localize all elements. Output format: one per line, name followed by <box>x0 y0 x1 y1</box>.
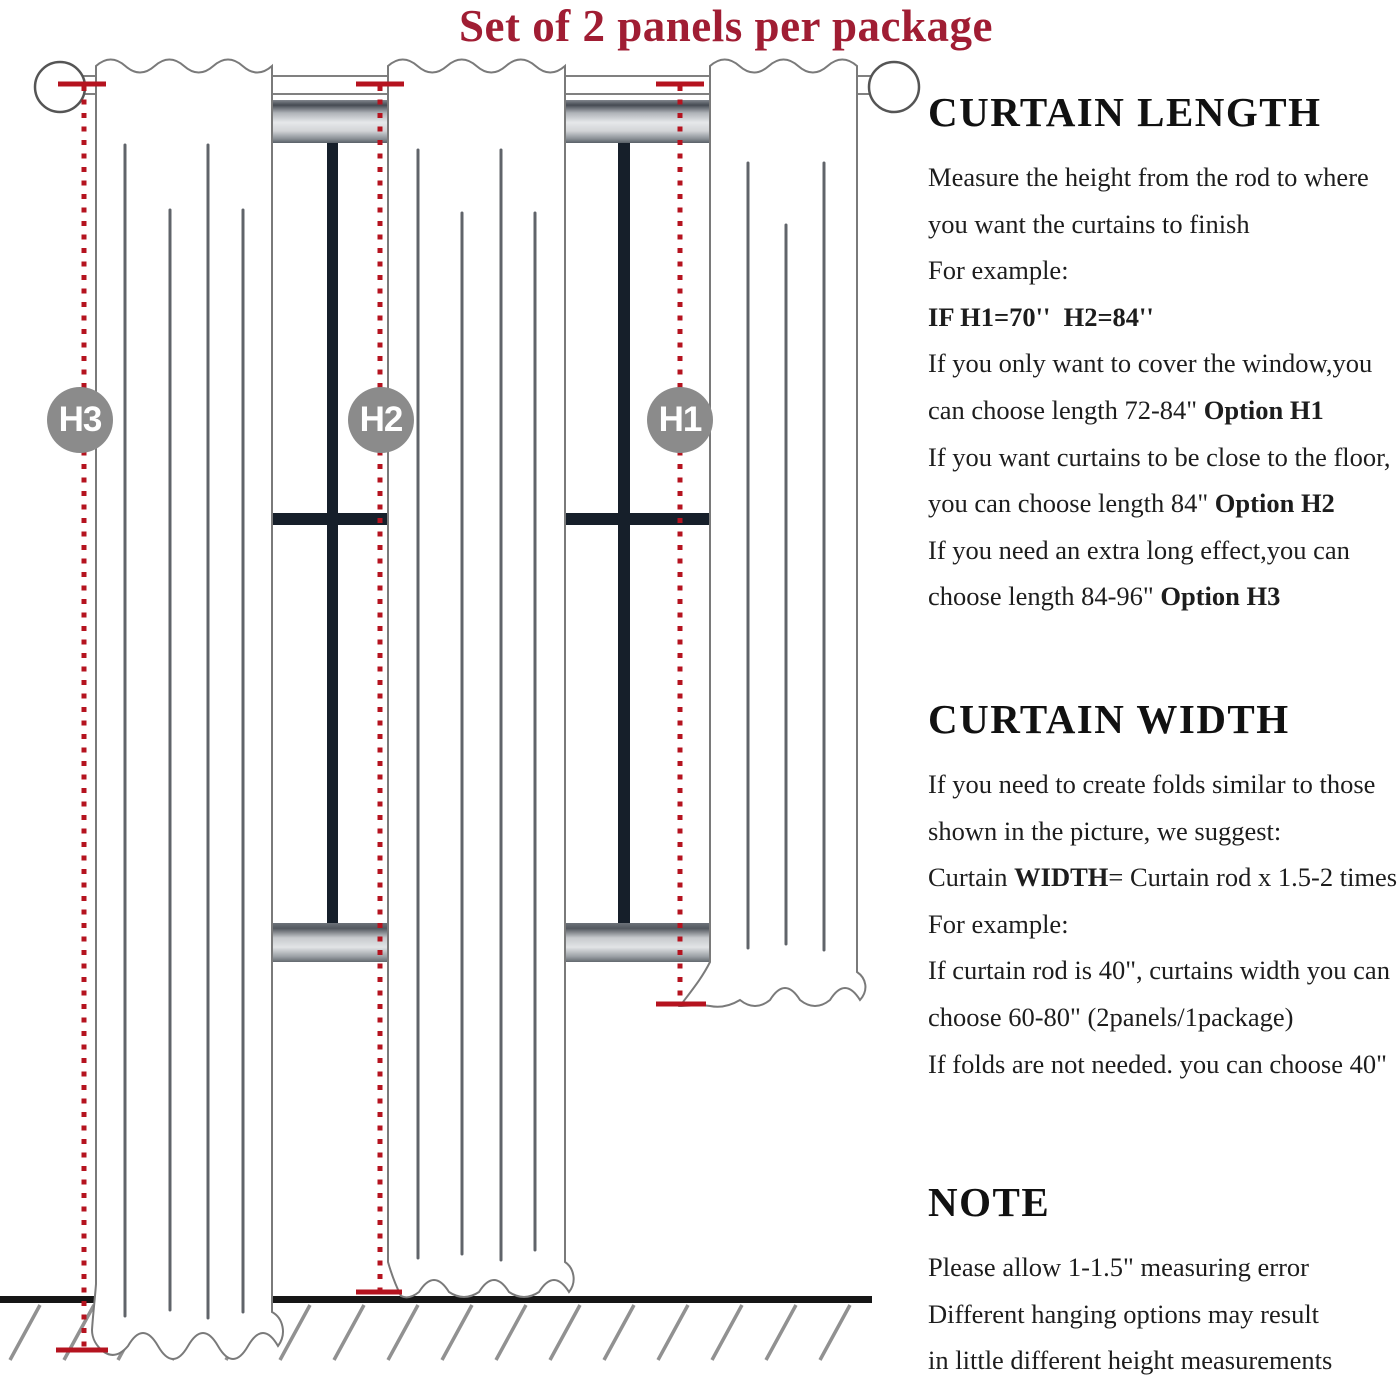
label-h2: H2 <box>348 387 414 453</box>
text-line: If curtain rod is 40", curtains width you can <box>928 955 1390 986</box>
curtain-panel-h2 <box>388 60 574 1298</box>
window-mullion-right <box>618 143 630 923</box>
text-line: in little different height measurements <box>928 1345 1333 1376</box>
text-line: If folds are not needed. you can choose 40" <box>928 1048 1387 1079</box>
section-heading: NOTE <box>928 1179 1051 1226</box>
text-line: choose 60-80" (2panels/1package) <box>928 1001 1294 1032</box>
text-line: For example: <box>928 908 1069 939</box>
text-line: you want the curtains to finish <box>928 208 1250 239</box>
label-h1: H1 <box>647 387 713 453</box>
text-line: If you only want to cover the window,you <box>928 348 1373 379</box>
text-line: IF H1=70'' H2=84'' <box>928 301 1154 332</box>
text-line: If you need to create folds similar to those <box>928 768 1376 799</box>
text-line: choose length 84-96" Option H3 <box>928 581 1281 612</box>
window-mullion-left <box>327 143 338 923</box>
section-heading: CURTAIN LENGTH <box>928 89 1322 135</box>
curtain-panel-h3 <box>92 60 283 1360</box>
text-column <box>928 84 1399 1382</box>
text-line: Curtain WIDTH= Curtain rod x 1.5-2 times <box>928 862 1398 893</box>
rod-finial-right <box>869 62 919 112</box>
section-heading: CURTAIN WIDTH <box>928 695 1290 742</box>
label-h3: H3 <box>47 387 113 453</box>
text-line: Please allow 1-1.5" measuring error <box>928 1252 1309 1283</box>
text-line: shown in the picture, we suggest: <box>928 815 1282 846</box>
page-title: Set of 2 panels per package <box>459 1 993 51</box>
text-line: If you want curtains to be close to the floor, <box>928 441 1391 472</box>
text-line: If you need an extra long effect,you can <box>928 534 1350 565</box>
text-line: can choose length 72-84" Option H1 <box>928 394 1324 425</box>
text-line: For example: <box>928 255 1069 286</box>
text-line: you can choose length 84" Option H2 <box>928 488 1335 519</box>
text-line: Measure the height from the rod to where <box>928 162 1369 192</box>
rod-finial-left <box>35 62 85 112</box>
text-line: Different hanging options may result <box>928 1298 1320 1329</box>
